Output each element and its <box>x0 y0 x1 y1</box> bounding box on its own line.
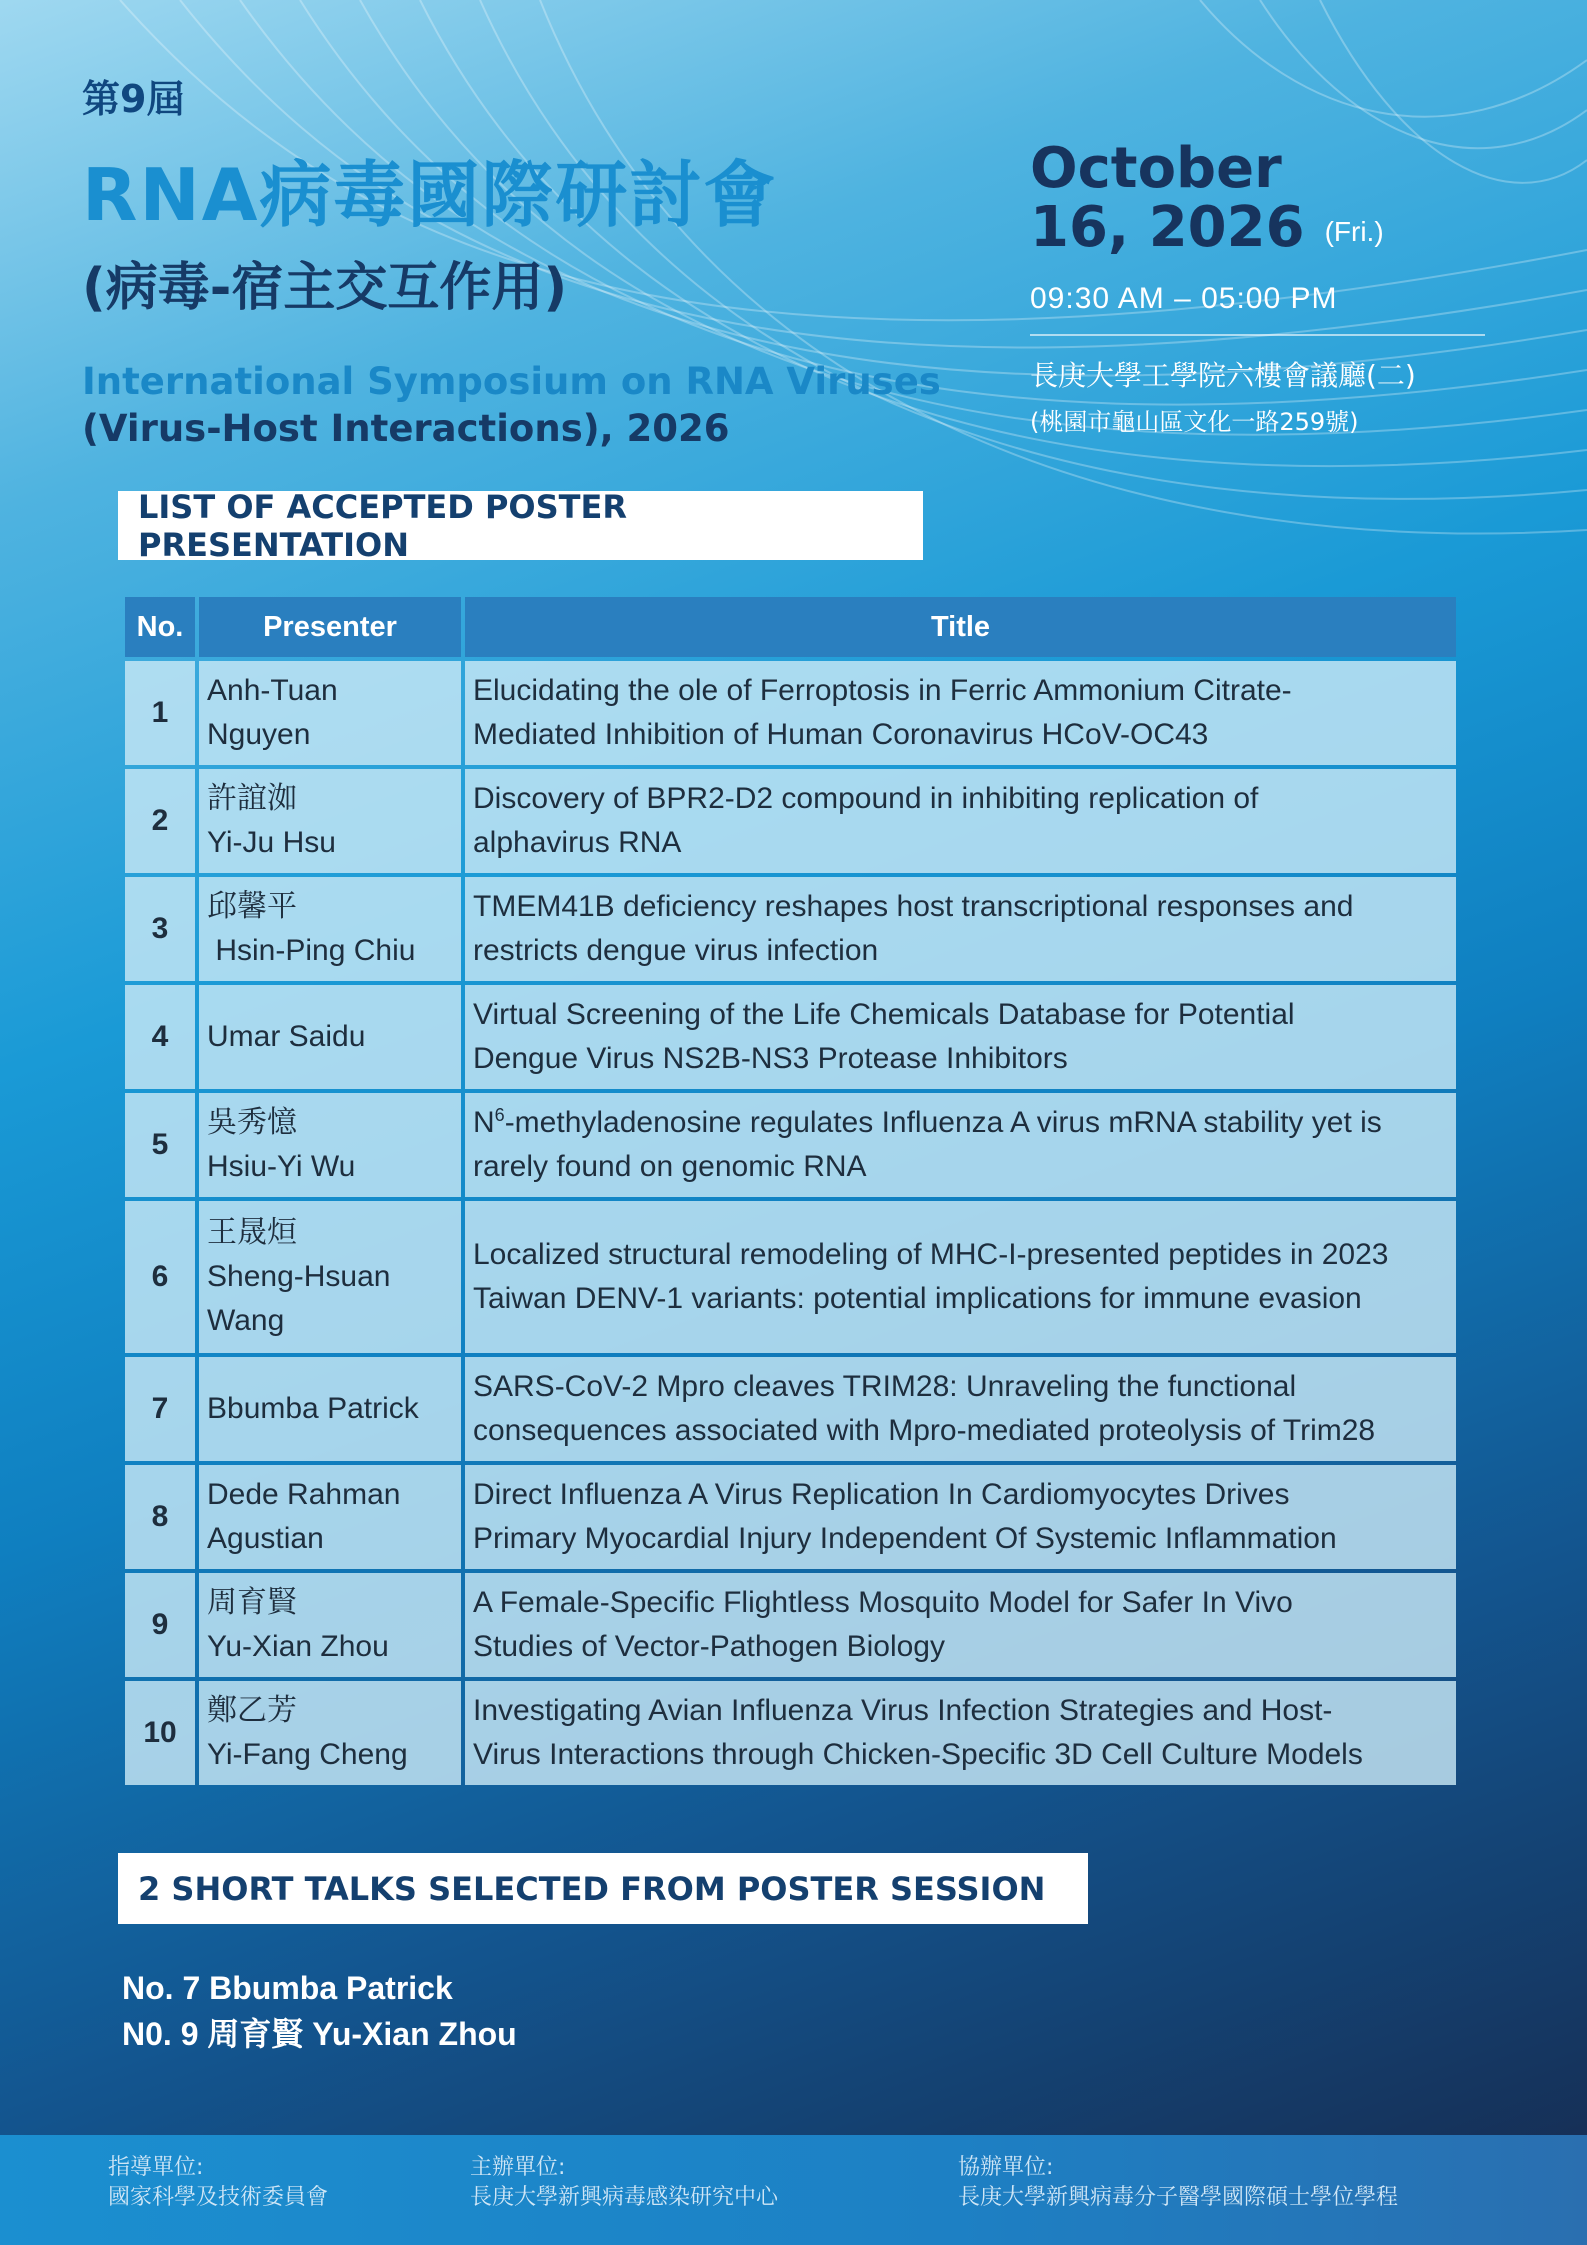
date-weekday: (Fri.) <box>1324 216 1384 247</box>
presenter-line: Hsin-Ping Chiu <box>207 934 416 967</box>
presenter-line: Agustian <box>207 1522 324 1555</box>
org-label: 協辦單位: <box>958 2155 1054 2180</box>
title-line: Dengue Virus NS2B-NS3 Protease Inhibitors <box>473 1042 1068 1075</box>
title-en-line-2: (Virus-Host Interactions), 2026 <box>82 407 730 450</box>
subtitle-zh: (病毒-宿主交互作用) <box>82 258 568 318</box>
poster-no: 6 <box>125 1201 195 1353</box>
org-label: 指導單位: <box>108 2155 204 2180</box>
title-en-line-1: International Symposium on RNA Viruses <box>82 360 941 403</box>
title-line: A Female-Specific Flightless Mosquito Model for Safer In Vivo <box>473 1586 1293 1619</box>
event-info <box>1030 136 1485 437</box>
footer-org-organizer <box>470 2153 778 2213</box>
presenter-line: 周育賢 <box>207 1586 297 1619</box>
table-row <box>125 1465 1456 1569</box>
table-row <box>125 877 1456 981</box>
presenter-line: Yi-Fang Cheng <box>207 1738 408 1771</box>
table-row <box>125 1201 1456 1353</box>
footer-org-co-organizer <box>958 2153 1398 2213</box>
presenter-line: Yu-Xian Zhou <box>207 1630 389 1663</box>
title-line: restricts dengue virus infection <box>473 934 879 967</box>
presenter-line: 鄭乙芳 <box>207 1694 297 1727</box>
poster-no: 1 <box>125 661 195 765</box>
org-name: 國家科學及技術委員會 <box>108 2185 329 2210</box>
presenter-line: 許誼洳 <box>207 782 297 815</box>
short-talk-item: N0. 9 周育賢 Yu-Xian Zhou <box>122 2016 517 2052</box>
short-talk-item: No. 7 Bbumba Patrick <box>122 1970 453 2006</box>
title-line: TMEM41B deficiency reshapes host transcriptional responses and <box>473 890 1354 923</box>
presenter-line: 吳秀憶 <box>207 1106 297 1139</box>
poster-no: 4 <box>125 985 195 1089</box>
title-line: Localized structural remodeling of MHC-I-presented peptides in 2023 <box>473 1238 1389 1271</box>
title-line: consequences associated with Mpro-mediated proteolysis of Trim28 <box>473 1414 1376 1447</box>
poster-title <box>465 877 1456 981</box>
poster-presenter <box>199 769 461 873</box>
event-time: 09:30 AM – 05:00 PM <box>1030 282 1485 336</box>
poster-title <box>465 1357 1456 1461</box>
poster-no: 5 <box>125 1093 195 1197</box>
title-zh: RNA病毒國際研討會 <box>82 153 778 237</box>
date-row <box>1030 195 1485 260</box>
table-row <box>125 985 1456 1089</box>
presenter-line: Hsiu-Yi Wu <box>207 1150 356 1183</box>
event-venue: 長庚大學工學院六樓會議廳(二) <box>1030 359 1416 392</box>
poster-title <box>465 769 1456 873</box>
title-text: -methyladenosine regulates Influenza A virus mRNA stability yet is <box>504 1106 1382 1139</box>
poster-presenter <box>199 1465 461 1569</box>
presenter-line: 邱馨平 <box>207 890 297 923</box>
edition-label: 第9屆 <box>82 77 185 121</box>
title-line: Investigating Avian Influenza Virus Infection Strategies and Host- <box>473 1694 1333 1727</box>
poster-presenter <box>199 1573 461 1677</box>
poster-presenter <box>199 877 461 981</box>
poster-presenter <box>199 985 461 1089</box>
poster-no: 8 <box>125 1465 195 1569</box>
title-line: alphavirus RNA <box>473 826 682 859</box>
poster-title <box>465 1093 1456 1197</box>
org-label: 主辦單位: <box>470 2155 566 2180</box>
title-superscript: 6 <box>494 1105 505 1125</box>
presenter-line: Yi-Ju Hsu <box>207 826 336 859</box>
short-talks-section-label: 2 SHORT TALKS SELECTED FROM POSTER SESSION <box>118 1853 1088 1924</box>
poster-title <box>465 661 1456 765</box>
posters-section-label: LIST OF ACCEPTED POSTER PRESENTATION <box>118 491 923 560</box>
poster-presenter <box>199 1201 461 1353</box>
title-line: Virus Interactions through Chicken-Specific 3D Cell Culture Models <box>473 1738 1363 1771</box>
header-left <box>82 68 941 450</box>
column-header-presenter: Presenter <box>199 597 461 657</box>
title-line: Primary Myocardial Injury Independent Of Systemic Inflammation <box>473 1522 1337 1555</box>
table-row <box>125 769 1456 873</box>
poster-title <box>465 1465 1456 1569</box>
event-address: (桃園市龜山區文化一路259號) <box>1030 408 1359 436</box>
poster-presenter <box>199 1681 461 1785</box>
date-day-year: 16, 2026 <box>1030 195 1305 260</box>
poster-title <box>465 1201 1456 1353</box>
table-row <box>125 1681 1456 1785</box>
title-line: rarely found on genomic RNA <box>473 1150 867 1183</box>
poster-presenter <box>199 1093 461 1197</box>
table-row <box>125 1357 1456 1461</box>
poster-no: 10 <box>125 1681 195 1785</box>
poster-no: 9 <box>125 1573 195 1677</box>
footer-org-advisor <box>108 2153 328 2213</box>
presenter-line: Wang <box>207 1304 285 1337</box>
date-month: October <box>1030 136 1282 201</box>
table-header-row <box>125 597 1456 657</box>
title-line: Elucidating the ole of Ferroptosis in Ferric Ammonium Citrate- <box>473 674 1292 707</box>
poster-no: 7 <box>125 1357 195 1461</box>
footer <box>0 2135 1587 2245</box>
presenter-line: Nguyen <box>207 718 311 751</box>
poster-presenter <box>199 1357 461 1461</box>
title-line: Studies of Vector-Pathogen Biology <box>473 1630 945 1663</box>
title-line: Mediated Inhibition of Human Coronavirus HCoV-OC43 <box>473 718 1209 751</box>
poster-table <box>121 593 1460 1789</box>
presenter-line: Umar Saidu <box>207 1020 366 1053</box>
presenter-line: Bbumba Patrick <box>207 1392 419 1425</box>
title-line: SARS-CoV-2 Mpro cleaves TRIM28: Unraveling the functional <box>473 1370 1297 1403</box>
presenter-line: 王晟烜 <box>207 1216 297 1249</box>
presenter-line: Anh-Tuan <box>207 674 338 707</box>
title-line: Taiwan DENV-1 variants: potential implications for immune evasion <box>473 1282 1362 1315</box>
title-line: Virtual Screening of the Life Chemicals Database for Potential <box>473 998 1295 1031</box>
table-row <box>125 661 1456 765</box>
title-prefix: N <box>473 1106 495 1139</box>
title-line: Direct Influenza A Virus Replication In Cardiomyocytes Drives <box>473 1478 1290 1511</box>
presenter-line: Sheng-Hsuan <box>207 1260 391 1293</box>
title-line <box>473 1101 1448 1145</box>
column-header-title: Title <box>465 597 1456 657</box>
poster-no: 2 <box>125 769 195 873</box>
title-line: Discovery of BPR2-D2 compound in inhibiting replication of <box>473 782 1259 815</box>
short-talks-list <box>122 1965 517 2057</box>
poster-title <box>465 985 1456 1089</box>
org-name: 長庚大學新興病毒分子醫學國際碩士學位學程 <box>958 2185 1399 2210</box>
column-header-no: No. <box>125 597 195 657</box>
table-row <box>125 1093 1456 1197</box>
presenter-line: Dede Rahman <box>207 1478 401 1511</box>
poster-title <box>465 1681 1456 1785</box>
poster-title <box>465 1573 1456 1677</box>
poster-no: 3 <box>125 877 195 981</box>
table-row <box>125 1573 1456 1677</box>
poster-presenter <box>199 661 461 765</box>
org-name: 長庚大學新興病毒感染研究中心 <box>470 2185 779 2210</box>
